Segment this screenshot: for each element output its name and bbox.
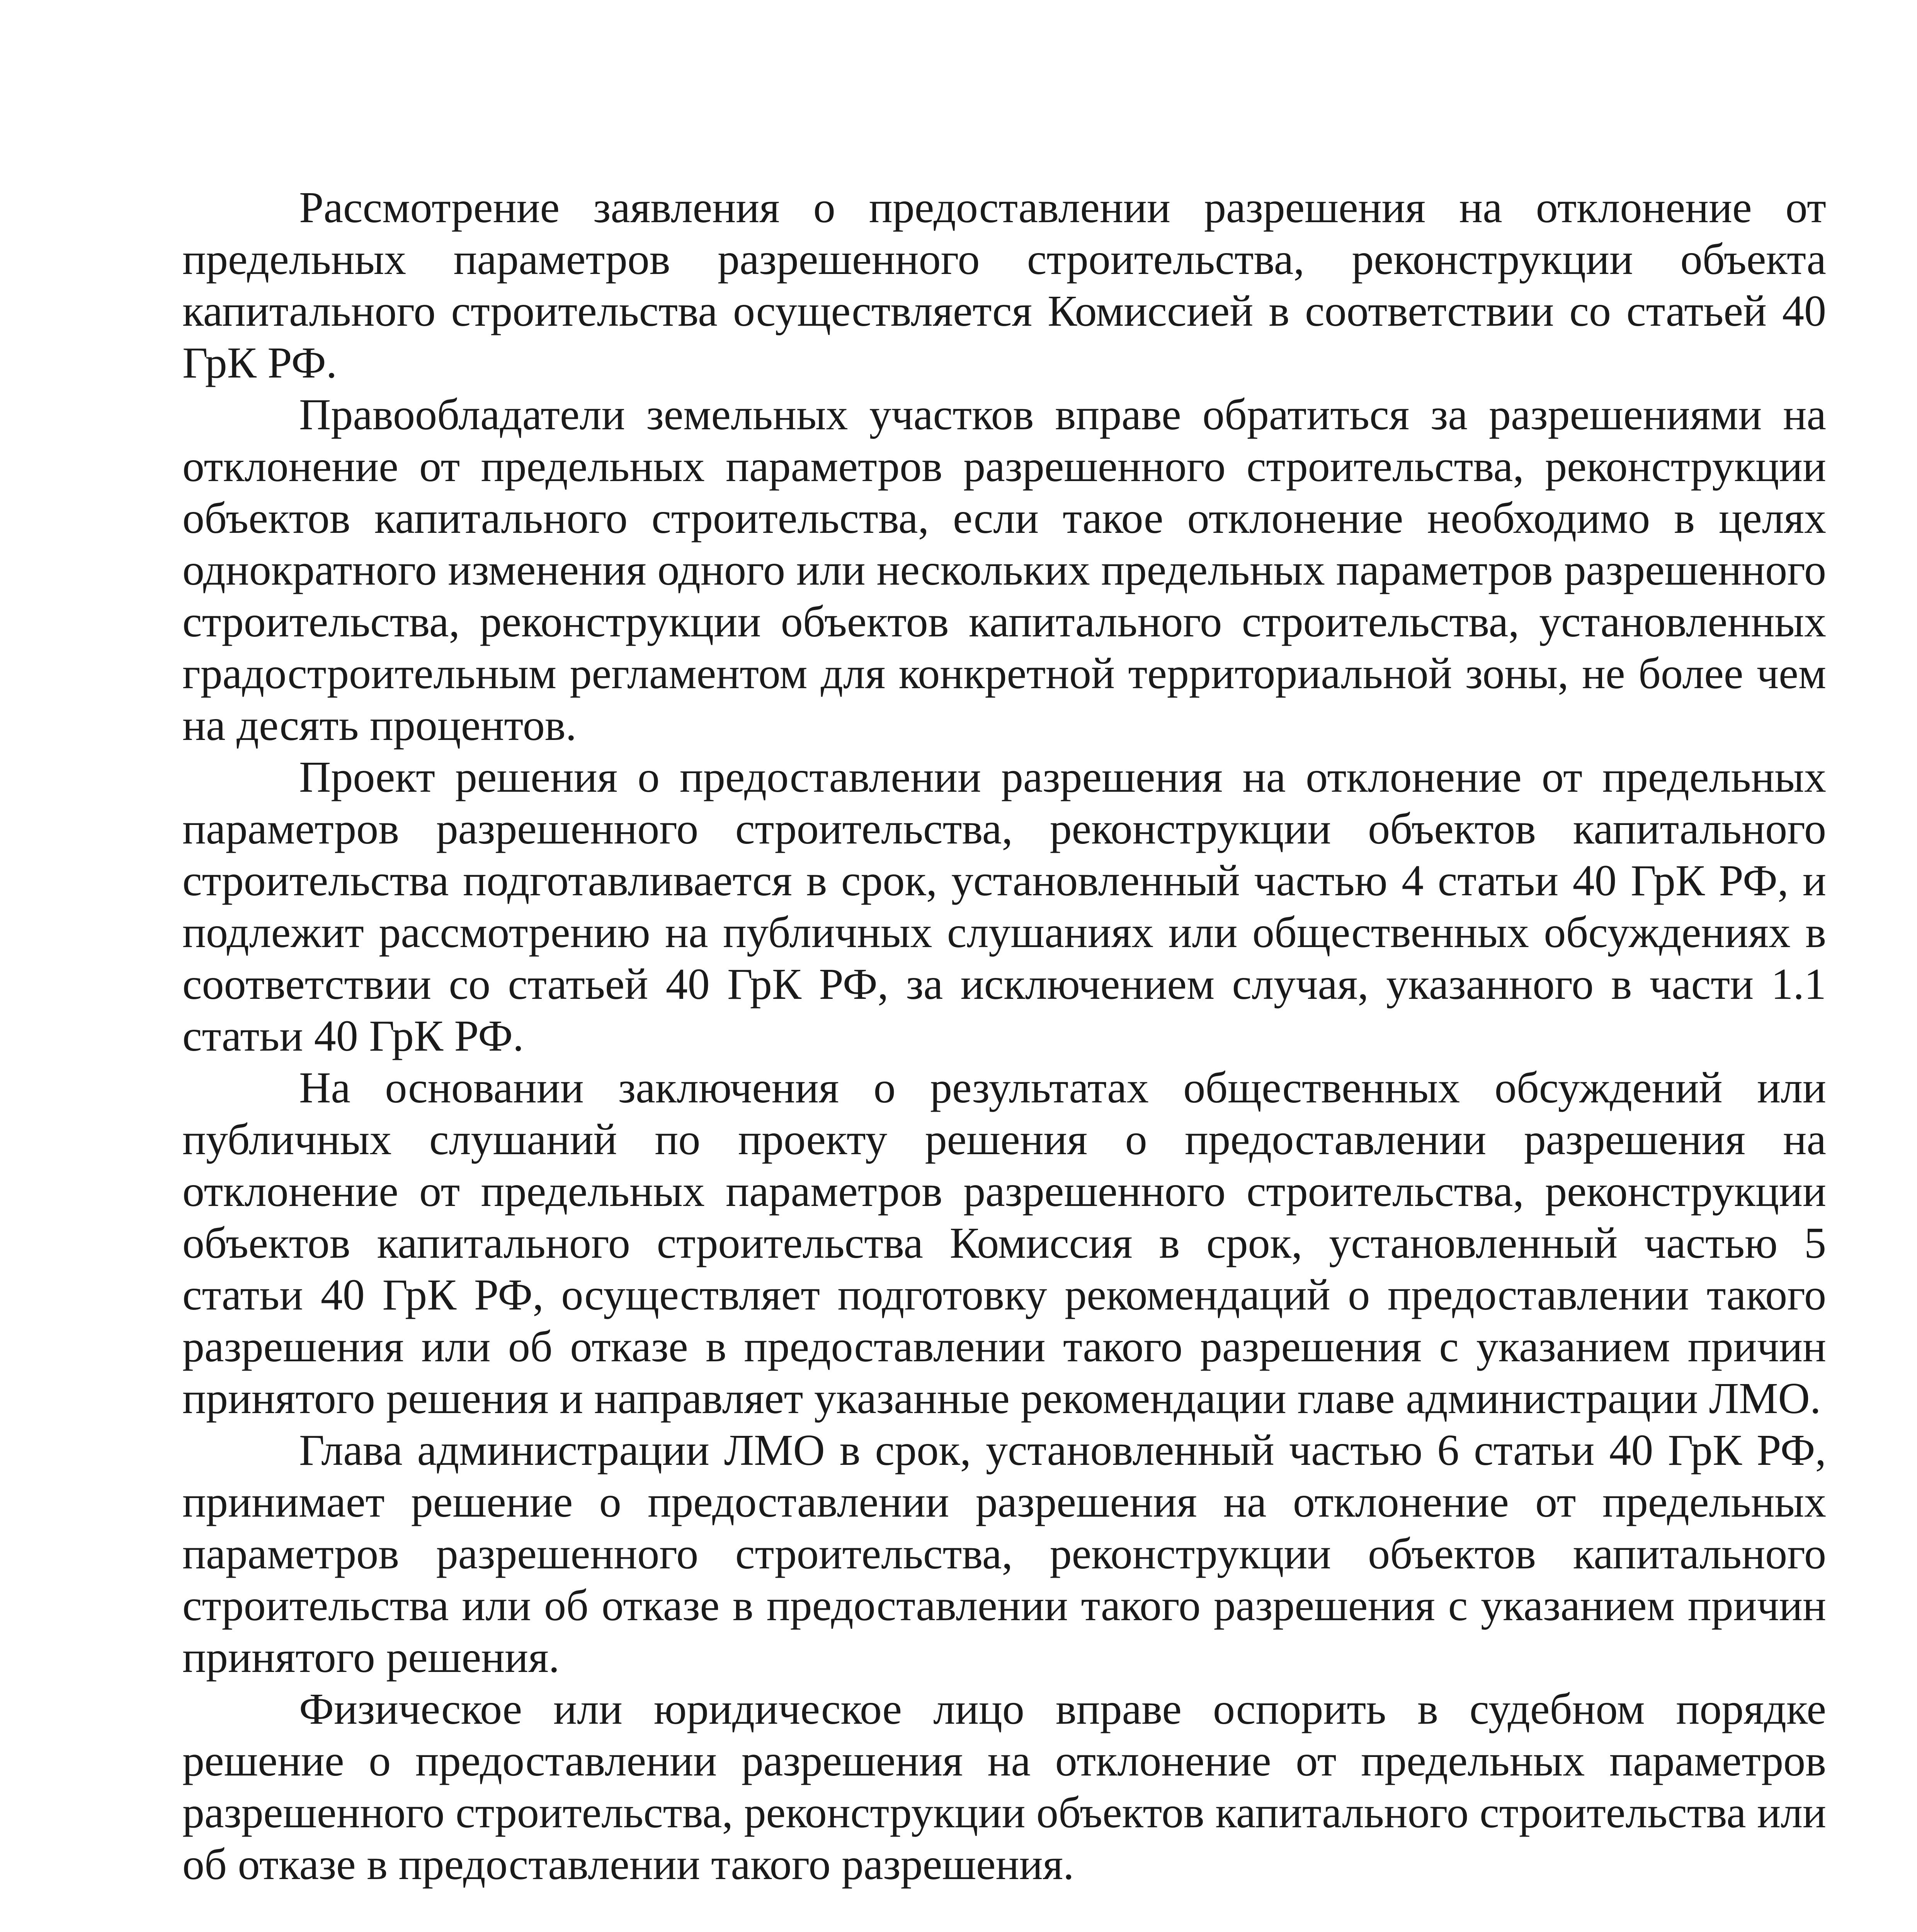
paragraph-head-decision: Глава администрации ЛМО в срок, установленный частью 6 статьи 40 ГрК РФ, принимает решение о предоставлении разрешения на отклонение от предельных параметров разрешенного строительства, реконструкции объектов капитального строительства или об отказе в предоставлении такого разрешения с указанием причин принятого решения. — [182, 1425, 1826, 1682]
document-page — [182, 182, 1826, 1932]
paragraph-commission-recommendations: На основании заключения о результатах общественных обсуждений или публичных слушаний по проекту решения о предоставлении разрешения на отклонение от предельных параметров разрешенного строительства, реконструкции объектов капитального строительства Комиссия в срок, установленный частью 5 статьи 40 ГрК РФ, осуществляет подготовку рекомендаций о предоставлении такого разрешения или об отказе в предоставлении такого разрешения с указанием причин принятого решения и направляет указанные рекомендации главе администрации ЛМО. — [182, 1063, 1826, 1423]
paragraph-appeal: Физическое или юридическое лицо вправе оспорить в судебном порядке решение о предоставлении разрешения на отклонение от предельных параметров разрешенного строительства, реконструкции объектов капитального строительства или об отказе в предоставлении такого разрешения. — [182, 1684, 1826, 1889]
paragraph-right-holders: Правообладатели земельных участков вправе обратиться за разрешениями на отклонение от предельных параметров разрешенного строительства, реконструкции объектов капитального строительства, если такое отклонение необходимо в целях однократного изменения одного или нескольких предельных параметров разрешенного строительства, реконструкции объектов капитального строительства, установленных градостроительным регламентом для конкретной территориальной зоны, не более чем на десять процентов. — [182, 390, 1826, 750]
paragraph-review-application: Рассмотрение заявления о предоставлении разрешения на отклонение от предельных параметров разрешенного строительства, реконструкции объекта капитального строительства осуществляется Комиссией в соответствии со статьей 40 ГрК РФ. — [182, 183, 1826, 387]
paragraph-draft-decision: Проект решения о предоставлении разрешения на отклонение от предельных параметров разрешенного строительства, реконструкции объектов капитального строительства подготавливается в срок, установленный частью 4 статьи 40 ГрК РФ, и подлежит рассмотрению на публичных слушаниях или общественных обсуждениях в соответствии со статьей 40 ГрК РФ, за исключением случая, указанного в части 1.1 статьи 40 ГрК РФ. — [182, 752, 1826, 1060]
